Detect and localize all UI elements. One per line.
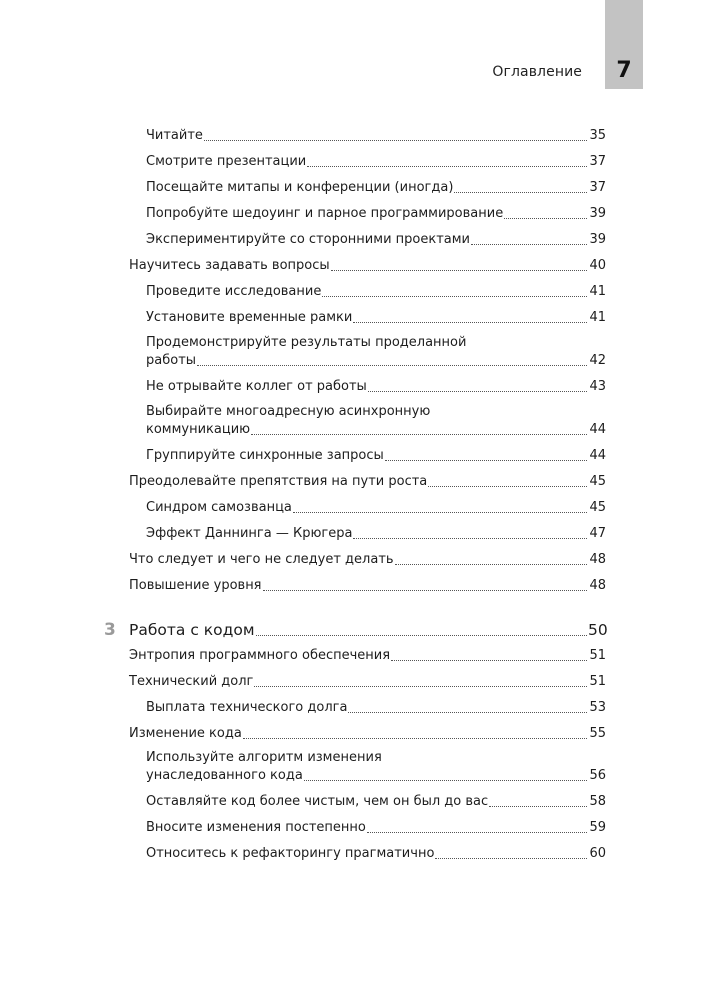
toc-entry[interactable] xyxy=(129,474,606,490)
toc-entry[interactable] xyxy=(129,674,606,690)
toc-entry[interactable] xyxy=(129,258,606,274)
dot-leader xyxy=(395,563,587,565)
toc-entry-title: Не отрывайте коллег от работы xyxy=(146,379,367,394)
chapter-title: Работа с кодом xyxy=(129,621,255,639)
dot-leader xyxy=(307,165,587,167)
toc-entry-title: Читайте xyxy=(146,128,203,143)
toc-chapter-entry[interactable] xyxy=(129,621,606,639)
toc-entry[interactable] xyxy=(146,448,606,464)
toc-entry-page: 41 xyxy=(589,284,606,299)
dot-leader xyxy=(304,779,587,781)
toc-entry[interactable] xyxy=(146,335,606,351)
toc-entry-page: 58 xyxy=(589,794,606,809)
toc-entry-title: Изменение кода xyxy=(129,726,242,741)
dot-leader xyxy=(454,191,587,193)
toc-entry[interactable] xyxy=(146,500,606,516)
toc-entry-page: 47 xyxy=(589,526,606,541)
dot-leader xyxy=(385,459,587,461)
dot-leader xyxy=(197,364,587,366)
dot-leader xyxy=(471,243,587,245)
toc-entry-title-line1: Используйте алгоритм изменения xyxy=(146,750,382,765)
toc-entry[interactable] xyxy=(146,820,606,836)
toc-entry[interactable] xyxy=(146,310,606,326)
dot-leader xyxy=(489,805,587,807)
dot-leader xyxy=(254,685,587,687)
toc-entry-title: Относитесь к рефакторингу прагматично xyxy=(146,846,435,861)
toc-entry-page: 44 xyxy=(589,422,606,437)
dot-leader xyxy=(391,659,587,661)
toc-entry-page: 43 xyxy=(589,379,606,394)
dot-leader xyxy=(348,711,587,713)
toc-entry[interactable] xyxy=(146,232,606,248)
toc-entry[interactable] xyxy=(146,154,606,170)
toc-entry-title: Оставляйте код более чистым, чем он был до вас xyxy=(146,794,489,809)
toc-entry-title: Что следует и чего не следует делать xyxy=(129,552,394,567)
toc-entry-title-line1: Выбирайте многоадресную асинхронную xyxy=(146,404,431,419)
toc-entry[interactable] xyxy=(146,750,606,766)
toc-entry[interactable] xyxy=(146,526,606,542)
toc-entry-title-line2: унаследованного кода xyxy=(146,768,303,783)
toc-entry-title: Технический долг xyxy=(129,674,254,689)
toc-entry-page: 37 xyxy=(589,154,606,169)
dot-leader xyxy=(504,217,587,219)
toc-entry-page: 55 xyxy=(589,726,606,741)
dot-leader xyxy=(256,634,587,636)
dot-leader xyxy=(263,589,587,591)
toc-entry-title-line2: коммуникацию xyxy=(146,422,251,437)
toc-entry-page: 45 xyxy=(589,474,606,489)
toc-entry-page: 48 xyxy=(589,552,606,567)
toc-entry-page: 48 xyxy=(589,578,606,593)
toc-entry-title: Группируйте синхронные запросы xyxy=(146,448,384,463)
toc-entry-continuation[interactable] xyxy=(146,422,606,438)
toc-entry-continuation[interactable] xyxy=(146,353,606,369)
dot-leader xyxy=(204,139,587,141)
toc-entry-page: 59 xyxy=(589,820,606,835)
dot-leader xyxy=(367,831,587,833)
toc-entry[interactable] xyxy=(129,726,606,742)
dot-leader xyxy=(331,269,587,271)
toc-entry-page: 40 xyxy=(589,258,606,273)
dot-leader xyxy=(353,321,587,323)
toc-entry[interactable] xyxy=(146,846,606,862)
toc-entry-title: Попробуйте шедоуинг и парное программирование xyxy=(146,206,504,221)
running-header-title: Оглавление xyxy=(492,64,582,80)
toc-entry-page: 37 xyxy=(589,180,606,195)
toc-entry-page: 42 xyxy=(589,353,606,368)
toc-entry[interactable] xyxy=(146,128,606,144)
toc-entry[interactable] xyxy=(146,794,606,810)
toc-entry-page: 51 xyxy=(589,648,606,663)
toc-entry-continuation[interactable] xyxy=(146,768,606,784)
toc-entry-title: Выплата технического долга xyxy=(146,700,348,715)
toc-entry-page: 44 xyxy=(589,448,606,463)
toc-entry-title: Посещайте митапы и конференции (иногда) xyxy=(146,180,454,195)
toc-entry[interactable] xyxy=(129,578,606,594)
toc-entry-title: Энтропия программного обеспечения xyxy=(129,648,391,663)
dot-leader xyxy=(293,511,587,513)
chapter-number: 3 xyxy=(104,620,116,640)
page-number: 7 xyxy=(616,58,632,83)
toc-entry-title: Вносите изменения постепенно xyxy=(146,820,366,835)
dot-leader xyxy=(243,737,587,739)
toc-entry-title: Смотрите презентации xyxy=(146,154,307,169)
toc-entry-page: 60 xyxy=(589,846,606,861)
toc-entry-page: 53 xyxy=(589,700,606,715)
dot-leader xyxy=(322,295,587,297)
toc-entry-title: Экспериментируйте со сторонними проектами xyxy=(146,232,470,247)
toc-entry-title: Эффект Даннинга — Крюгера xyxy=(146,526,353,541)
toc-entry[interactable] xyxy=(146,206,606,222)
toc-entry-page: 51 xyxy=(589,674,606,689)
dot-leader xyxy=(353,537,587,539)
dot-leader xyxy=(368,390,587,392)
toc-entry-title: Повышение уровня xyxy=(129,578,262,593)
toc-entry-page: 39 xyxy=(589,232,606,247)
toc-entry[interactable] xyxy=(146,379,606,395)
toc-entry-title: Установите временные рамки xyxy=(146,310,353,325)
toc-entry[interactable] xyxy=(146,180,606,196)
toc-entry-page: 35 xyxy=(589,128,606,143)
toc-entry-page: 56 xyxy=(589,768,606,783)
chapter-page: 50 xyxy=(588,621,608,639)
dot-leader xyxy=(251,433,587,435)
toc-entry-title: Синдром самозванца xyxy=(146,500,292,515)
toc-entry-title: Преодолевайте препятствия на пути роста xyxy=(129,474,428,489)
toc-entry[interactable] xyxy=(129,648,606,664)
toc-entry-page: 41 xyxy=(589,310,606,325)
toc-entry-page: 45 xyxy=(589,500,606,515)
toc-entry[interactable] xyxy=(129,552,606,568)
toc-entry-title: Проведите исследование xyxy=(146,284,322,299)
toc-entry-title-line2: работы xyxy=(146,353,197,368)
toc-entry[interactable] xyxy=(146,284,606,300)
toc-entry-title: Научитесь задавать вопросы xyxy=(129,258,330,273)
toc-entry[interactable] xyxy=(146,700,606,716)
dot-leader xyxy=(428,485,587,487)
toc-entry-title-line1: Продемонстрируйте результаты проделанной xyxy=(146,335,467,350)
toc-entry[interactable] xyxy=(146,404,606,420)
dot-leader xyxy=(435,857,587,859)
toc-entry-page: 39 xyxy=(589,206,606,221)
